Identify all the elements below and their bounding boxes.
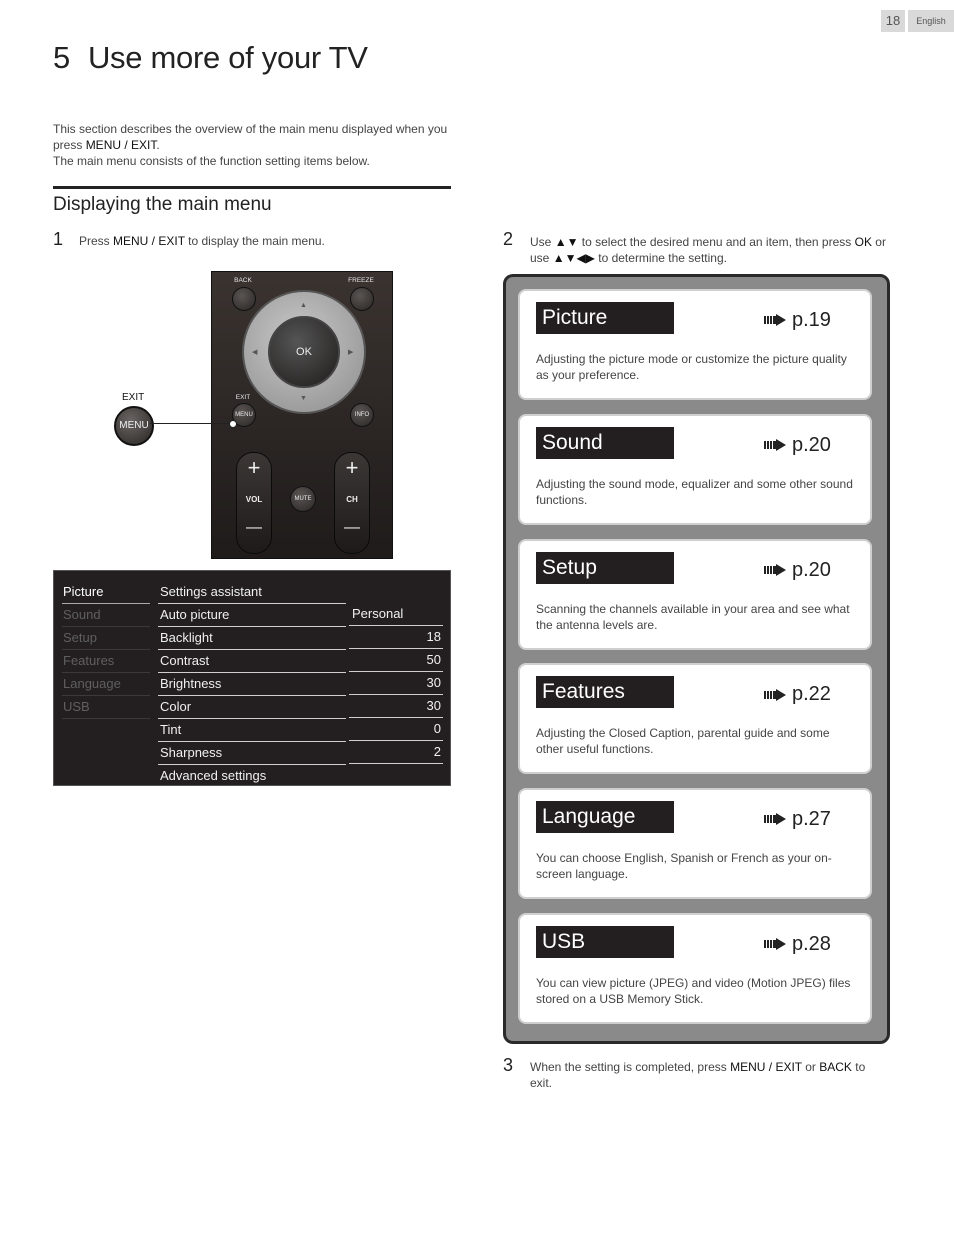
- menu-item[interactable]: Auto picture: [158, 604, 346, 627]
- callout-dot: [229, 420, 237, 428]
- page-arrow-icon: [764, 808, 786, 831]
- card-title: Features: [536, 676, 674, 708]
- card-description: You can choose English, Spanish or French as your on-screen language.: [536, 851, 832, 882]
- step1-text-after: to display the main menu.: [184, 234, 325, 248]
- card-title: Language: [536, 801, 674, 833]
- left-arrow-icon[interactable]: ◀: [252, 349, 258, 356]
- menu-overview-panel: [503, 274, 890, 1044]
- step3-text-b: or: [801, 1060, 820, 1074]
- step2-text-b: to select the desired menu and an item, then press: [578, 235, 855, 249]
- menu-item[interactable]: Settings assistant: [158, 581, 346, 604]
- menu-item[interactable]: Sharpness: [158, 742, 346, 765]
- menu-values: [349, 603, 443, 764]
- volume-down-icon[interactable]: —: [246, 519, 262, 536]
- step3-number: 3: [503, 1055, 514, 1075]
- menu-value: 50: [349, 649, 443, 672]
- page-reference-text: p.20: [792, 558, 831, 581]
- menu-category-features[interactable]: Features: [62, 650, 150, 673]
- page-arrow-icon: [764, 309, 786, 332]
- step2-text-d: to determine the setting.: [594, 251, 727, 265]
- menu-card-sound: [518, 414, 872, 525]
- section-divider: [53, 186, 451, 189]
- remote-control: [211, 271, 393, 559]
- card-description: Adjusting the sound mode, equalizer and some other sound functions.: [536, 476, 853, 507]
- chapter-title-text: Use more of your TV: [87, 40, 368, 75]
- menu-item[interactable]: Advanced settings: [160, 768, 267, 783]
- page-arrow-icon: [764, 684, 786, 707]
- menu-category-language[interactable]: Language: [62, 673, 150, 696]
- page-reference: [764, 309, 831, 332]
- menu-items: [158, 581, 346, 787]
- channel-up-icon[interactable]: +: [345, 455, 359, 480]
- step3-text-c: to exit.: [530, 1060, 866, 1090]
- card-description: Adjusting the Closed Caption, parental guide and some other useful functions.: [536, 726, 830, 757]
- step2-key-ok: OK: [854, 235, 872, 249]
- step2-number: 2: [503, 229, 514, 249]
- page-reference: [764, 683, 831, 706]
- menu-category-usb[interactable]: USB: [62, 696, 150, 719]
- menu-category-picture[interactable]: Picture: [62, 581, 150, 604]
- step2-text-a: Use: [530, 235, 555, 249]
- info-label: INFO: [354, 412, 370, 418]
- menu-card-setup: [518, 539, 872, 650]
- menu-item[interactable]: Tint: [158, 719, 346, 742]
- menu-value: 2: [349, 741, 443, 764]
- page-reference-text: p.20: [792, 433, 831, 456]
- page-arrow-icon: [764, 933, 786, 956]
- card-description: Adjusting the picture mode or customize the picture quality as your preference.: [536, 352, 847, 382]
- menu-value: Personal: [349, 603, 443, 626]
- step1-key: MENU / EXIT: [113, 234, 185, 248]
- intro-paragraph: [53, 121, 451, 169]
- menu-value: 18: [349, 626, 443, 649]
- callout-menu-button: MENU: [114, 406, 154, 446]
- card-description: Scanning the channels available in your area and see what the antenna levels are.: [536, 601, 850, 632]
- menu-item[interactable]: Color: [158, 696, 346, 719]
- step2-arrows-a: ▲▼: [554, 235, 579, 249]
- up-arrow-icon[interactable]: ▲: [300, 302, 307, 309]
- menu-category-setup[interactable]: Setup: [62, 627, 150, 650]
- card-title: USB: [536, 926, 674, 958]
- page-reference: [764, 434, 831, 457]
- menu-item[interactable]: Backlight: [158, 627, 346, 650]
- card-title: Setup: [536, 552, 674, 584]
- menu-value: 30: [349, 672, 443, 695]
- page-reference: [764, 559, 831, 582]
- step3-key-menu: MENU / EXIT: [730, 1060, 802, 1074]
- menu-category-sound[interactable]: Sound: [62, 604, 150, 627]
- menu-value: 30: [349, 695, 443, 718]
- step3-key-back: BACK: [819, 1060, 852, 1074]
- menu-value: 0: [349, 718, 443, 741]
- remote-exit-label: EXIT: [235, 394, 251, 401]
- back-button[interactable]: [232, 287, 256, 311]
- page-reference-text: p.19: [792, 309, 831, 331]
- card-title: Picture: [536, 302, 674, 334]
- down-arrow-icon[interactable]: ▼: [300, 395, 307, 402]
- page-number: 18: [881, 10, 905, 32]
- remote-menu-label: MENU: [235, 412, 253, 418]
- intro-key: MENU / EXIT: [85, 138, 157, 152]
- mute-button[interactable]: [290, 486, 316, 512]
- page-reference: [764, 933, 831, 956]
- step1-text: [79, 233, 325, 249]
- mute-label: MUTE: [294, 496, 312, 502]
- ok-button[interactable]: OK: [268, 316, 340, 388]
- chapter-number: 5: [53, 40, 70, 75]
- page-reference-text: p.27: [792, 808, 831, 831]
- navigation-pad[interactable]: [242, 290, 366, 414]
- page-reference-text: p.22: [792, 683, 831, 706]
- ch-label: CH: [346, 495, 358, 504]
- menu-card-picture: [518, 289, 872, 400]
- step2-text-c: or use: [530, 235, 886, 265]
- back-label: BACK: [234, 277, 252, 284]
- chapter-title: [53, 40, 368, 76]
- callout-exit-label: EXIT: [122, 392, 145, 403]
- menu-card-usb: [518, 913, 872, 1024]
- main-menu-screen: [53, 570, 451, 786]
- language-tab: English: [908, 10, 954, 32]
- card-title: Sound: [536, 427, 674, 459]
- step3-text-a: When the setting is completed, press: [530, 1060, 731, 1074]
- section-title: Displaying the main menu: [53, 194, 272, 215]
- right-arrow-icon[interactable]: ▶: [348, 349, 354, 356]
- menu-card-features: [518, 663, 872, 774]
- freeze-label: FREEZE: [348, 277, 374, 284]
- menu-item[interactable]: Contrast: [158, 650, 346, 673]
- page-reference-text: p.28: [792, 933, 831, 955]
- page-arrow-icon: [764, 434, 786, 457]
- callout-line: [150, 423, 232, 424]
- step3-text: [530, 1059, 888, 1091]
- channel-rocker[interactable]: [334, 452, 370, 554]
- page-arrow-icon: [764, 559, 786, 582]
- volume-rocker[interactable]: [236, 452, 272, 554]
- step1-text-before: Press: [79, 234, 114, 248]
- vol-label: VOL: [245, 495, 263, 504]
- menu-card-language: [518, 788, 872, 899]
- step2-text: [530, 234, 890, 266]
- page-reference: [764, 808, 831, 831]
- menu-categories: [62, 581, 150, 719]
- intro-line1-end: .: [156, 138, 160, 152]
- info-button[interactable]: [350, 403, 374, 427]
- step2-arrows-b: ▲▼◀▶: [552, 251, 595, 265]
- step1-number: 1: [53, 229, 64, 249]
- menu-item[interactable]: Brightness: [158, 673, 346, 696]
- intro-line2: The main menu consists of the function setting items below.: [53, 154, 370, 168]
- channel-down-icon[interactable]: —: [344, 519, 360, 536]
- volume-up-icon[interactable]: +: [247, 455, 261, 480]
- intro-line1: This section describes the overview of the main menu displayed when you press: [53, 122, 448, 152]
- freeze-button[interactable]: [350, 287, 374, 311]
- card-description: You can view picture (JPEG) and video (Motion JPEG) files stored on a USB Memory Stick.: [536, 976, 851, 1006]
